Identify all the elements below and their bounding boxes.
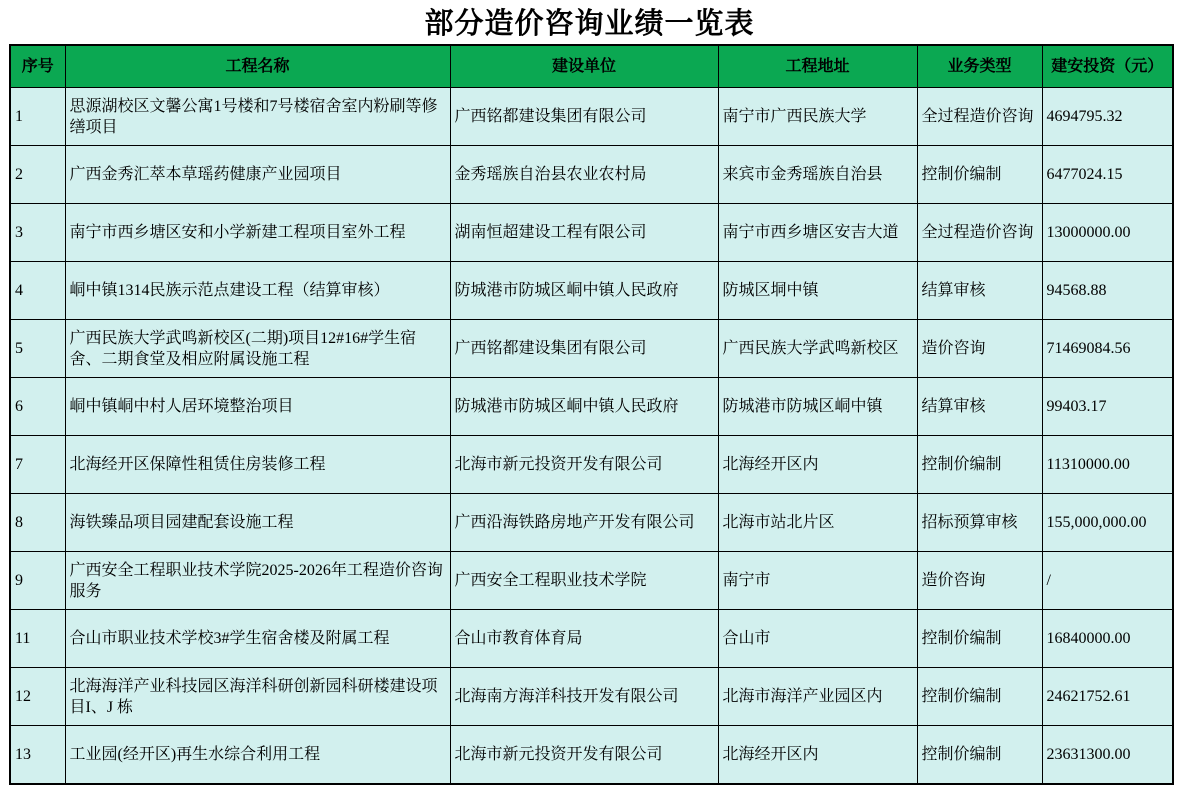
cell-project-name: 合山市职业技术学校3#学生宿舍楼及附属工程: [65, 610, 450, 668]
cell-construction-unit: 北海南方海洋科技开发有限公司: [450, 668, 718, 726]
cell-no: 1: [10, 88, 65, 146]
cell-project-name: 工业园(经开区)再生水综合利用工程: [65, 726, 450, 785]
cell-investment: 4694795.32: [1042, 88, 1173, 146]
cell-business-type: 造价咨询: [917, 552, 1042, 610]
cell-business-type: 控制价编制: [917, 146, 1042, 204]
cell-investment: 16840000.00: [1042, 610, 1173, 668]
table-row: [10, 726, 1173, 785]
cell-investment: 99403.17: [1042, 378, 1173, 436]
cell-construction-unit: 湖南恒超建设工程有限公司: [450, 204, 718, 262]
table-row: [10, 146, 1173, 204]
cell-investment: /: [1042, 552, 1173, 610]
cell-no: 8: [10, 494, 65, 552]
cell-project-address: 防城港市防城区峒中镇: [718, 378, 917, 436]
cell-construction-unit: 防城港市防城区峒中镇人民政府: [450, 378, 718, 436]
cell-construction-unit: 广西沿海铁路房地产开发有限公司: [450, 494, 718, 552]
cell-project-name: 北海经开区保障性租赁住房装修工程: [65, 436, 450, 494]
cell-investment: 23631300.00: [1042, 726, 1173, 785]
table-row: [10, 262, 1173, 320]
cell-project-name: 南宁市西乡塘区安和小学新建工程项目室外工程: [65, 204, 450, 262]
cell-business-type: 控制价编制: [917, 610, 1042, 668]
cell-no: 2: [10, 146, 65, 204]
cell-business-type: 全过程造价咨询: [917, 88, 1042, 146]
header-no: 序号: [10, 45, 65, 88]
cell-project-address: 北海市海洋产业园区内: [718, 668, 917, 726]
cell-investment: 71469084.56: [1042, 320, 1173, 378]
cell-no: 11: [10, 610, 65, 668]
table-row: [10, 552, 1173, 610]
cell-investment: 24621752.61: [1042, 668, 1173, 726]
cell-no: 6: [10, 378, 65, 436]
cell-project-address: 来宾市金秀瑶族自治县: [718, 146, 917, 204]
cell-project-address: 南宁市: [718, 552, 917, 610]
cell-project-address: 北海市站北片区: [718, 494, 917, 552]
cell-business-type: 控制价编制: [917, 668, 1042, 726]
cell-project-address: 南宁市西乡塘区安吉大道: [718, 204, 917, 262]
cell-construction-unit: 广西铭都建设集团有限公司: [450, 88, 718, 146]
cell-project-name: 海铁臻品项目园建配套设施工程: [65, 494, 450, 552]
cell-project-name: 广西民族大学武鸣新校区(二期)项目12#16#学生宿舍、二期食堂及相应附属设施工程: [65, 320, 450, 378]
header-investment: 建安投资（元）: [1042, 45, 1173, 88]
cell-project-address: 广西民族大学武鸣新校区: [718, 320, 917, 378]
cell-project-address: 南宁市广西民族大学: [718, 88, 917, 146]
header-project-name: 工程名称: [65, 45, 450, 88]
table-row: [10, 610, 1173, 668]
cell-business-type: 造价咨询: [917, 320, 1042, 378]
header-row: [10, 45, 1173, 88]
cell-construction-unit: 广西铭都建设集团有限公司: [450, 320, 718, 378]
table-body: [10, 88, 1173, 785]
cell-project-name: 北海海洋产业科技园区海洋科研创新园科研楼建设项目I、J 栋: [65, 668, 450, 726]
cell-project-name: 广西安全工程职业技术学院2025-2026年工程造价咨询服务: [65, 552, 450, 610]
table-row: [10, 494, 1173, 552]
cell-no: 13: [10, 726, 65, 785]
cell-construction-unit: 合山市教育体育局: [450, 610, 718, 668]
cell-no: 3: [10, 204, 65, 262]
cell-construction-unit: 金秀瑶族自治县农业农村局: [450, 146, 718, 204]
cell-no: 5: [10, 320, 65, 378]
cell-business-type: 控制价编制: [917, 436, 1042, 494]
cell-investment: 155,000,000.00: [1042, 494, 1173, 552]
cell-investment: 6477024.15: [1042, 146, 1173, 204]
cell-construction-unit: 广西安全工程职业技术学院: [450, 552, 718, 610]
cell-project-name: 峒中镇1314民族示范点建设工程（结算审核）: [65, 262, 450, 320]
header-construction-unit: 建设单位: [450, 45, 718, 88]
cell-project-address: 防城区垌中镇: [718, 262, 917, 320]
cell-project-address: 北海经开区内: [718, 726, 917, 785]
page-title: 部分造价咨询业绩一览表: [424, 8, 755, 40]
cell-construction-unit: 防城港市防城区峒中镇人民政府: [450, 262, 718, 320]
cell-construction-unit: 北海市新元投资开发有限公司: [450, 726, 718, 785]
cell-investment: 11310000.00: [1042, 436, 1173, 494]
header-business-type: 业务类型: [917, 45, 1042, 88]
table-header: [10, 45, 1173, 88]
table-row: [10, 88, 1173, 146]
performance-table: [9, 44, 1174, 785]
cell-project-name: 思源湖校区文馨公寓1号楼和7号楼宿舍室内粉刷等修缮项目: [65, 88, 450, 146]
cell-business-type: 控制价编制: [917, 726, 1042, 785]
cell-business-type: 招标预算审核: [917, 494, 1042, 552]
cell-business-type: 结算审核: [917, 378, 1042, 436]
cell-no: 4: [10, 262, 65, 320]
table-row: [10, 320, 1173, 378]
cell-project-address: 北海经开区内: [718, 436, 917, 494]
cell-project-name: 峒中镇峒中村人居环境整治项目: [65, 378, 450, 436]
cell-project-name: 广西金秀汇萃本草瑶药健康产业园项目: [65, 146, 450, 204]
table-row: [10, 436, 1173, 494]
cell-investment: 94568.88: [1042, 262, 1173, 320]
cell-business-type: 结算审核: [917, 262, 1042, 320]
table-row: [10, 378, 1173, 436]
cell-no: 9: [10, 552, 65, 610]
header-project-address: 工程地址: [718, 45, 917, 88]
cell-construction-unit: 北海市新元投资开发有限公司: [450, 436, 718, 494]
cell-business-type: 全过程造价咨询: [917, 204, 1042, 262]
cell-no: 7: [10, 436, 65, 494]
table-row: [10, 668, 1173, 726]
cell-investment: 13000000.00: [1042, 204, 1173, 262]
cell-no: 12: [10, 668, 65, 726]
cell-project-address: 合山市: [718, 610, 917, 668]
table-row: [10, 204, 1173, 262]
